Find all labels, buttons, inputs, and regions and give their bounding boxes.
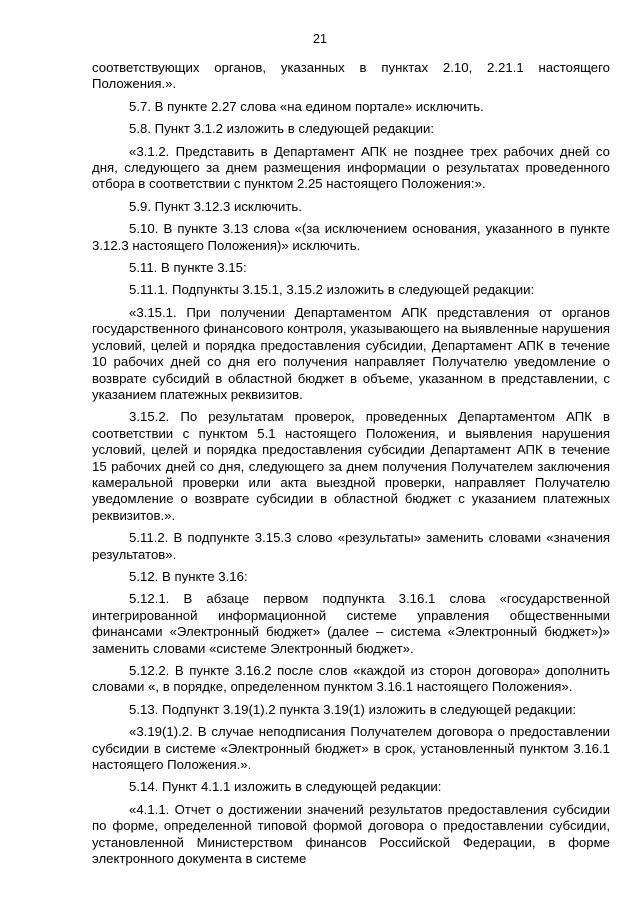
document-body xyxy=(92,60,610,873)
paragraph: 5.11.1. Подпункты 3.15.1, 3.15.2 изложить в следующей редакции: xyxy=(129,282,535,298)
paragraph: 5.9. Пункт 3.12.3 исключить. xyxy=(129,198,302,214)
paragraph: «3.15.1. При получении Департаментом АПК представления от органов государственного финансового контроля, указывающего на выявленные нарушения условий, целей и порядка предоставления субсидии, Департамент АПК в течение 10 рабочих дней со дня его получения направляет Получателю уведомление о возврате субсидий в областной бюджет в объеме, указанном в представлении, с указанием платежных реквизитов. xyxy=(92,304,611,402)
paragraph: 5.7. В пункте 2.27 слова «на едином портале» исключить. xyxy=(129,98,484,114)
paragraph: 3.15.2. По результатам проверок, проведенных Департаментом АПК в соответствии с пунктом 5.1 настоящего Положения, и выявления нарушения условий, целей и порядка предоставления субсидии Департамент АПК в течение 15 рабочих дней со дня, следующего за днем получения Получателем заключения камеральной проверки или акта выездной проверки, направляет Получателю уведомление о возврате субсидии в областной бюджет с указанием платежных реквизитов.». xyxy=(92,409,610,523)
paragraph: 5.11. В пункте 3.15: xyxy=(129,260,247,276)
paragraph: 5.14. Пункт 4.1.1 изложить в следующей редакции: xyxy=(129,779,442,795)
paragraph: 5.12.2. В пункте 3.16.2 после слов «каждой из сторон договора» дополнить словами «, в порядке, определенном пунктом 3.16.1 настоящего Положения». xyxy=(92,663,610,695)
paragraph: 5.12.1. В абзаце первом подпункта 3.16.1 слова «государственной интегрированной информационной системе управления общественными финансами «Электронный бюджет» (далее – система «Электронный бюджет»)» заменить словами «системе Электронный бюджет». xyxy=(92,591,610,656)
paragraph: 5.12. В пункте 3.16: xyxy=(129,568,248,584)
paragraph: 5.8. Пункт 3.1.2 изложить в следующей редакции: xyxy=(129,121,435,137)
page-number: 21 xyxy=(313,32,327,46)
paragraph: «3.1.2. Представить в Департамент АПК не позднее трех рабочих дней со дня, следующего за днем размещения информации о результатах проведенного отбора в соответствии с пунктом 2.25 настоящего Положения:». xyxy=(92,143,610,192)
paragraph: 5.10. В пункте 3.13 слова «(за исключением основания, указанного в пункте 3.12.3 настоящего Положения)» исключить. xyxy=(92,221,610,253)
paragraph: 5.11.2. В подпункте 3.15.3 слово «результаты» заменить словами «значения результатов». xyxy=(92,530,610,562)
paragraph: «4.1.1. Отчет о достижении значений результатов предоставления субсидии по форме, определенной типовой формой договора о предоставлении субсидии, установленной Министерством финансов Российской Федерации, в форме электронного документа в системе xyxy=(92,801,610,867)
paragraph: «3.19(1).2. В случае неподписания Получателем договора о предоставлении субсидии в системе «Электронный бюджет» в срок, установленный пунктом 3.16.1 настоящего Положения.». xyxy=(92,724,610,773)
paragraph: 5.13. Подпункт 3.19(1).2 пункта 3.19(1) изложить в следующей редакции: xyxy=(129,701,577,717)
paragraph: соответствующих органов, указанных в пунктах 2.10, 2.21.1 настоящего Положения.». xyxy=(92,60,610,92)
